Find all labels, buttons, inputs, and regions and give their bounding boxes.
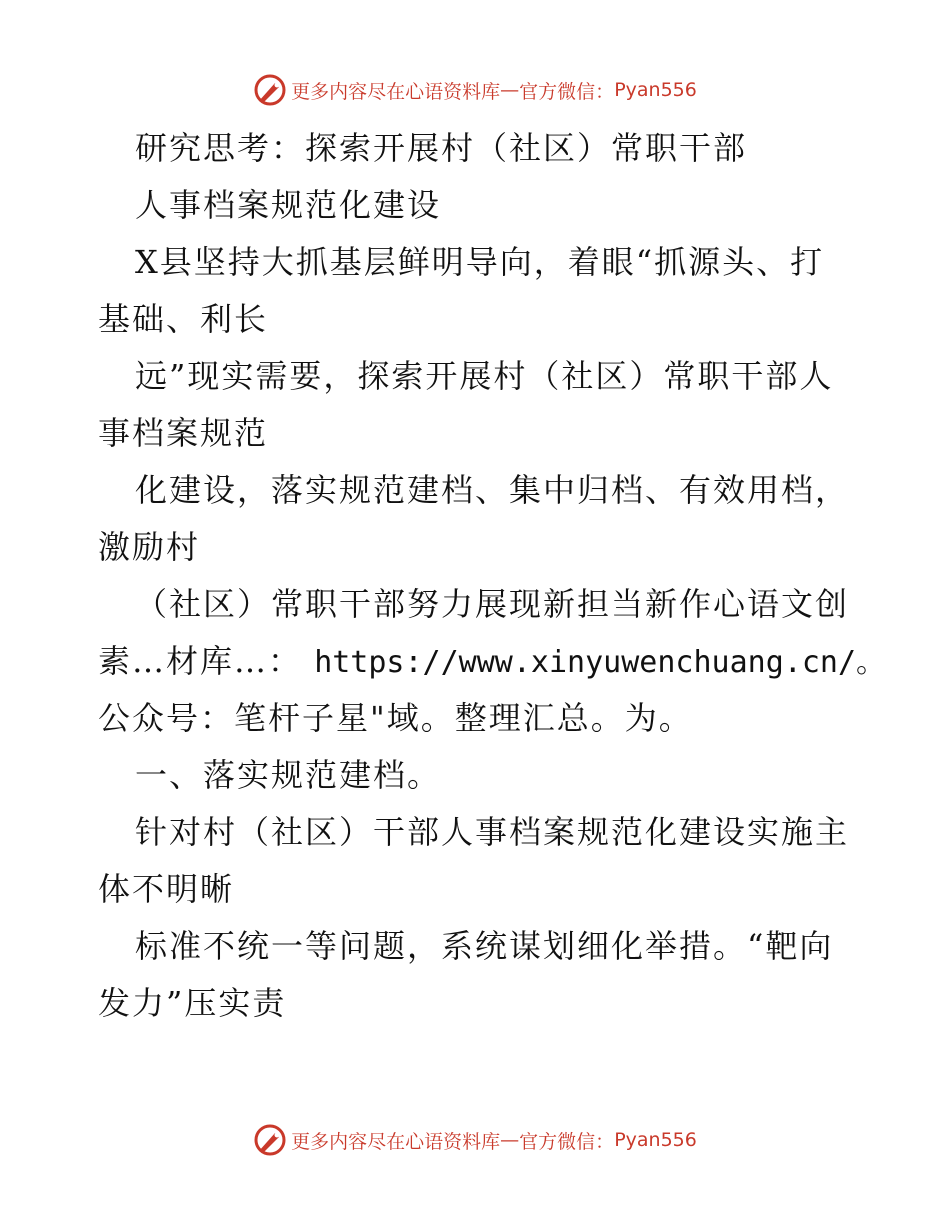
doc-line: 标准不统一等问题，系统谋划细化举措。“靶向	[135, 927, 834, 965]
doc-line: 体不明晰	[98, 870, 235, 908]
website-link[interactable]: https://www.xinyuwenchuang.cn/。	[314, 645, 887, 680]
doc-line-text: 素…材库…：	[98, 642, 303, 680]
doc-line: 事档案规范	[98, 414, 269, 452]
doc-line: 远”现实需要，探索开展村（社区）常职干部人	[135, 357, 834, 395]
pen-logo-icon	[253, 1123, 287, 1157]
doc-line: （社区）常职干部努力展现新担当新作心语文创	[135, 585, 850, 623]
doc-line: 人事档案规范化建设	[135, 186, 442, 224]
banner-text: 更多内容尽在心语资料库	[291, 80, 501, 103]
document-body	[98, 120, 887, 1032]
doc-line: 针对村（社区）干部人事档案规范化建设实施主	[135, 813, 850, 851]
doc-line: 化建设，落实规范建档、集中归档、有效用档，	[135, 471, 850, 509]
banner-wechat-label: 官方微信：	[519, 80, 615, 103]
banner-text: 更多内容尽在心语资料库	[291, 1130, 501, 1153]
doc-line: 公众号：笔杆子星"域。整理汇总。为。	[98, 699, 693, 737]
doc-line: 发力”压实责	[98, 984, 287, 1022]
pen-logo-icon	[253, 73, 287, 107]
banner-dash: —	[500, 79, 520, 101]
section-heading: 一、落实规范建档。	[135, 756, 442, 794]
doc-line	[98, 633, 887, 690]
banner-wechat-id: Pyan556	[614, 1129, 697, 1151]
footer-banner	[0, 1120, 950, 1160]
doc-line: 激励村	[98, 528, 201, 566]
banner-wechat-id: Pyan556	[614, 79, 697, 101]
doc-line: 基础、利长	[98, 300, 269, 338]
banner-dash: —	[500, 1129, 520, 1151]
banner-wechat-label: 官方微信：	[519, 1130, 615, 1153]
doc-line: X县坚持大抓基层鲜明导向，着眼“抓源头、打	[135, 243, 825, 281]
header-banner	[0, 70, 950, 110]
doc-line: 研究思考：探索开展村（社区）常职干部	[135, 129, 748, 167]
